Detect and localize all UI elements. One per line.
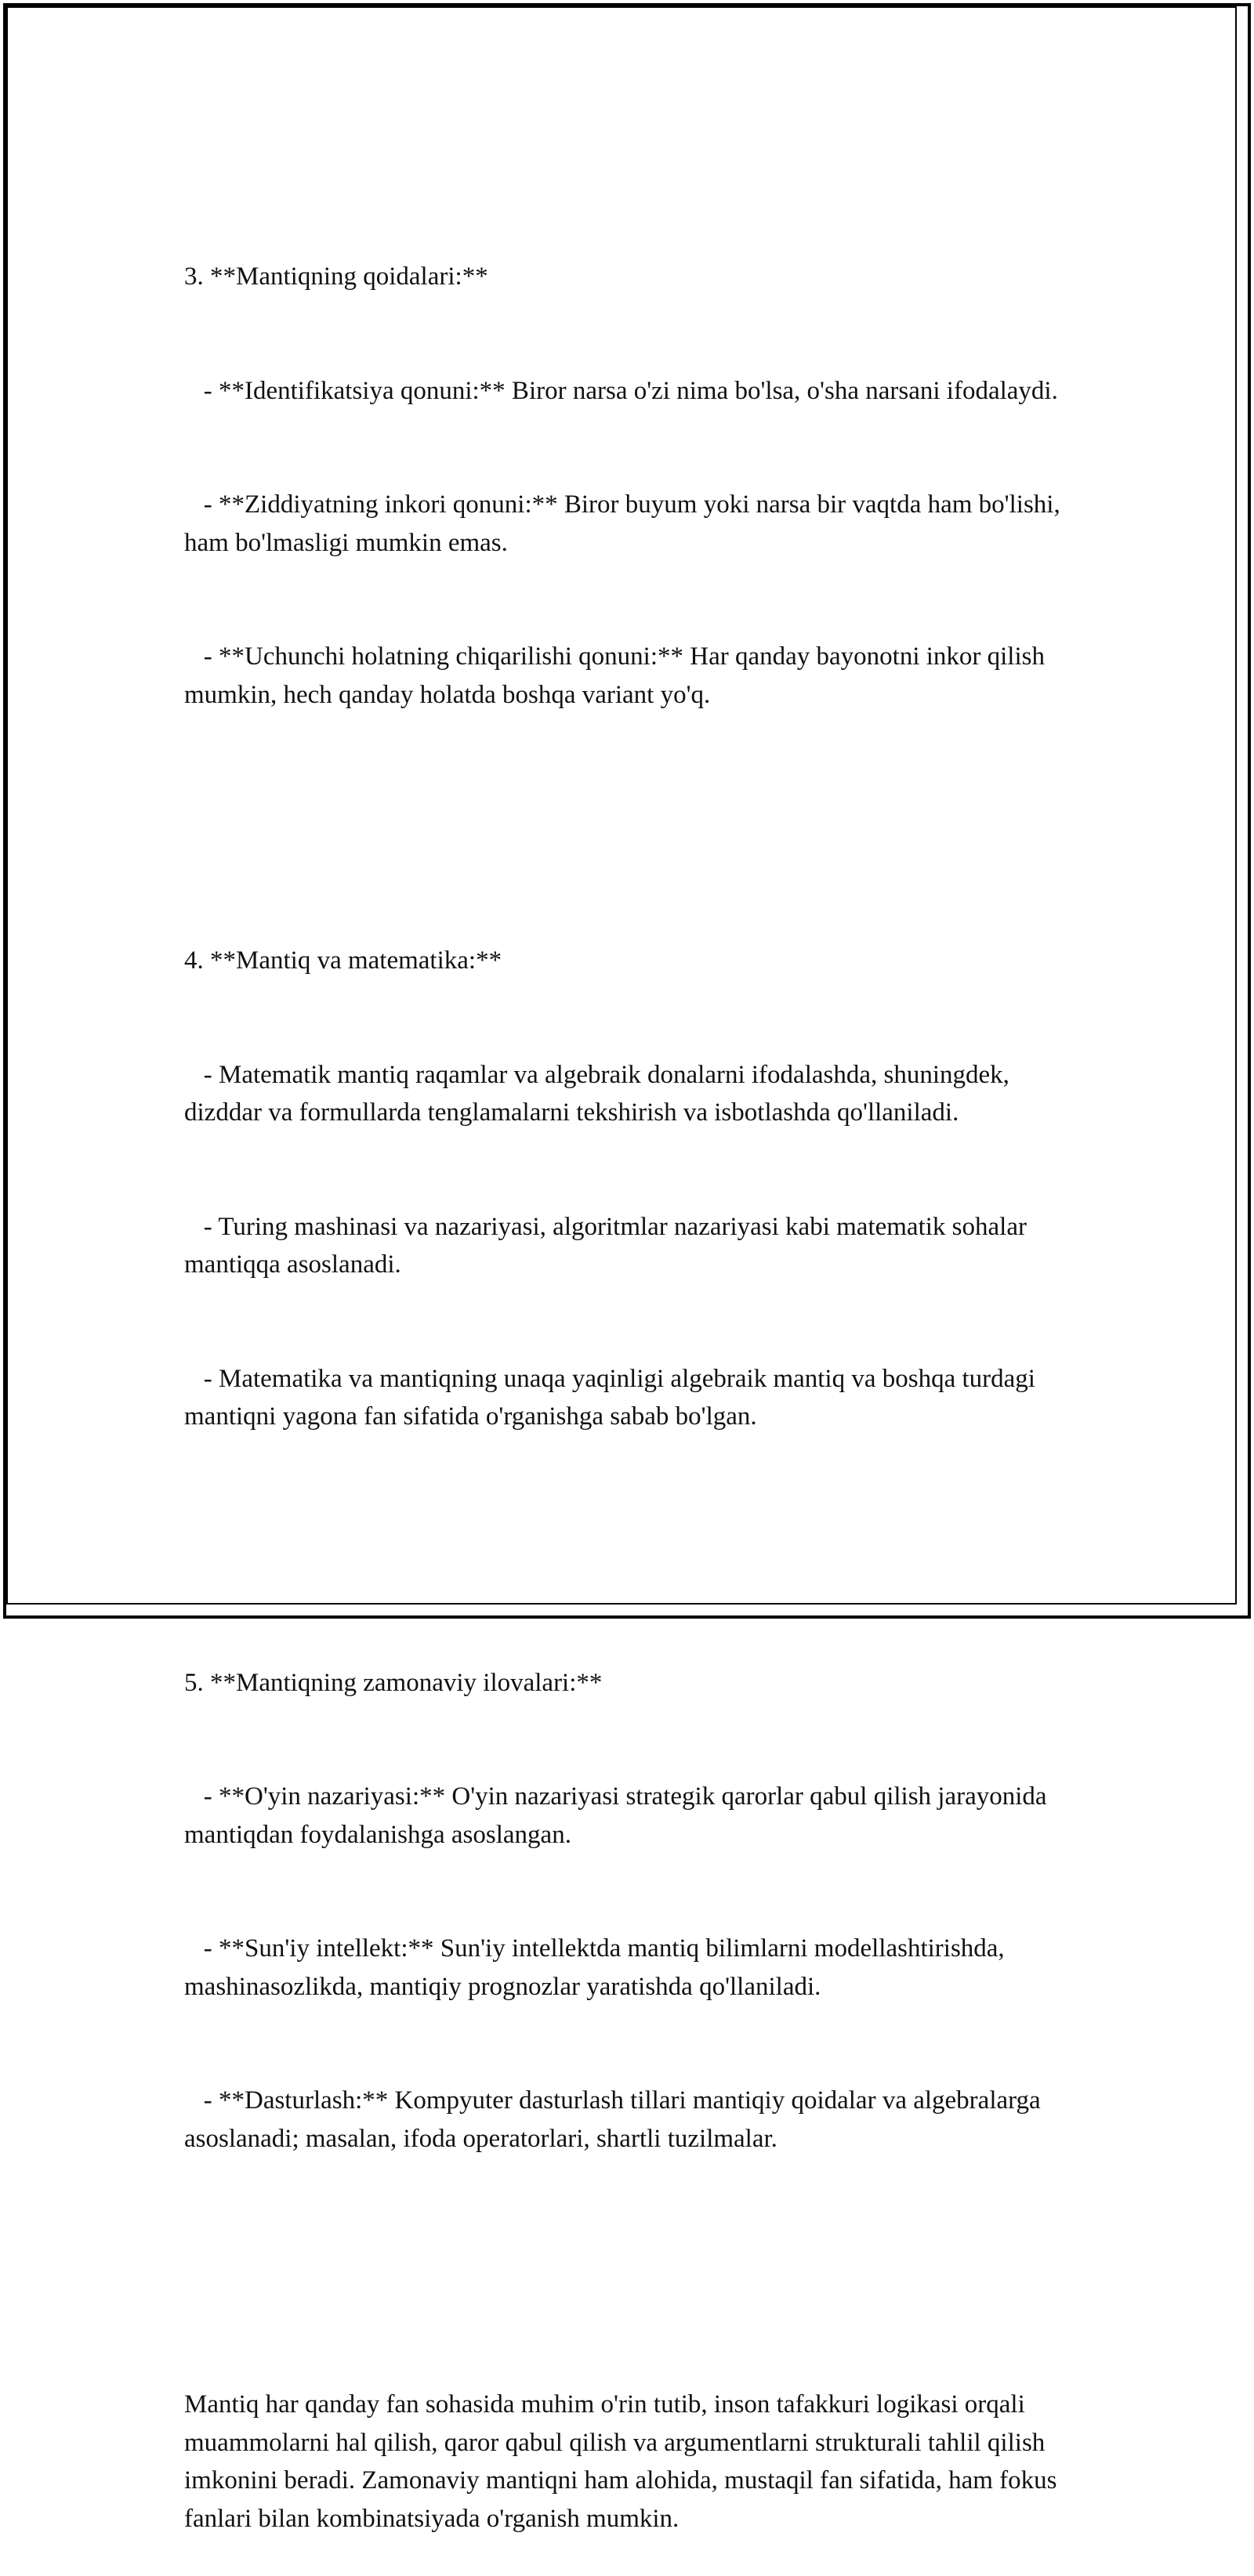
section-5-item-programming: - **Dasturlash:** Kompyuter dasturlash tillari mantiqiy qoidalar va algebralarga asoslanadi; masalan, ifoda operatorlari, shartli tuzilmalar. [184,2086,1047,2153]
section-5-item-ai: - **Sun'iy intellekt:** Sun'iy intellektda mantiq bilimlarni modellashtirishda, mashinasozlikda, mantiqiy prognozlar yaratishda qo'llaniladi. [184,1934,1011,2001]
section-4-item-turing: - Turing mashinasi va nazariyasi, algoritmlar nazariyasi kabi matematik sohalar mantiqqa asoslanadi. [184,1212,1034,1279]
section-5-heading: 5. **Mantiqning zamonaviy ilovalari:** [184,1668,603,1697]
section-3-item-excluded-middle-law: - **Uchunchi holatning chiqarilishi qonuni:** Har qanday bayonotni inkor qilish mumkin, hech qanday holatda boshqa variant yo'q. [184,642,1052,709]
section-3-item-non-contradiction-law: - **Ziddiyatning inkori qonuni:** Biror buyum yoki narsa bir vaqtda ham bo'lishi, ham bo'lmasligi mumkin emas. [184,490,1067,557]
paragraph-spacer [184,1512,1093,1550]
paragraph-spacer [184,790,1093,828]
section-4-item-math-logic: - Matematik mantiq raqamlar va algebraik donalarni ifodalashda, shuningdek, dizddar va formullarda tenglamalarni tekshirish va isbotlashda qo'llaniladi. [184,1060,1017,1127]
conclusion-paragraph: Mantiq har qanday fan sohasida muhim o'rin tutib, inson tafakkuri logikasi orqali muammolarni hal qilish, qaror qabul qilish va argumentlarni strukturali tahlil qilish imkonini beradi. Zamonaviy mantiqni ham alohida, mustaqil fan sifatida, ham fokus fanlari bilan kombinatsiyada o'rganish mumkin. [184,2390,1064,2533]
section-4-item-algebraic-logic: - Matematika va mantiqning unaqa yaqinligi algebraik mantiq va boshqa turdagi mantiqni yagona fan sifatida o'rganishga sabab bo'lgan. [184,1364,1042,1431]
paragraph-spacer [184,2234,1093,2272]
document-body [184,182,1093,2576]
section-5-item-game-theory: - **O'yin nazariyasi:** O'yin nazariyasi strategik qarorlar qabul qilish jarayonida mantiqdan foydalanishga asoslangan. [184,1782,1053,1849]
section-4-heading: 4. **Mantiq va matematika:** [184,946,502,975]
section-3-item-identity-law: - **Identifikatsiya qonuni:** Biror narsa o'zi nima bo'lsa, o'sha narsani ifodalaydi. [184,376,1058,405]
section-3-heading: 3. **Mantiqning qoidalari:** [184,262,488,291]
